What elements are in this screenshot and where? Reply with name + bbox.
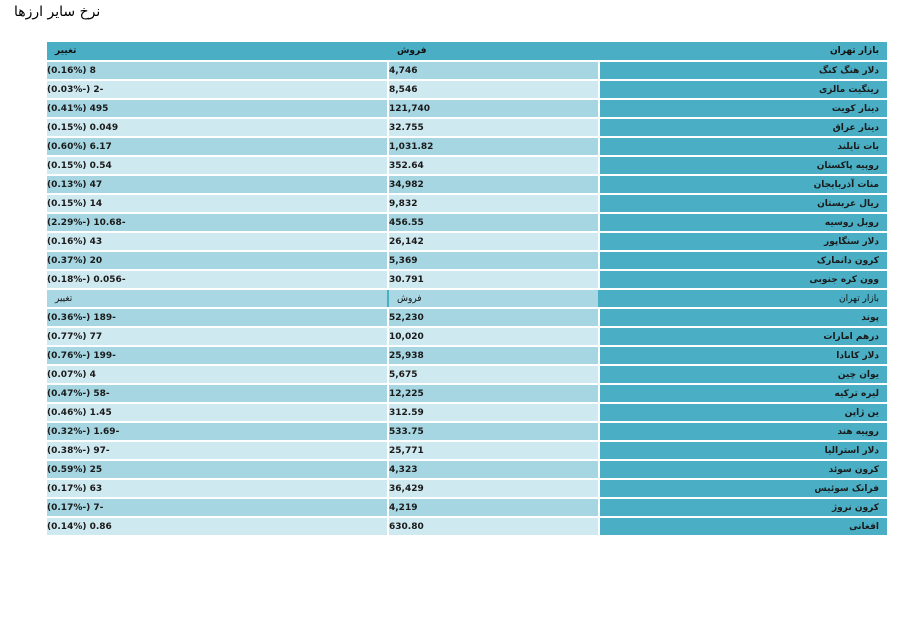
sell-price-value: 312.59 — [389, 407, 424, 418]
sell-price — [389, 480, 598, 497]
price-change-value: 25 (0.59%) — [47, 464, 103, 475]
price-change — [47, 119, 387, 136]
sell-price-value: 4,219 — [389, 502, 418, 513]
table-row — [47, 328, 887, 345]
currency-name: پوند — [600, 309, 887, 326]
sell-price-value: 25,771 — [389, 445, 424, 456]
currency-name: فرانک سوئیس — [600, 480, 887, 497]
currency-name: دلار کانادا — [600, 347, 887, 364]
currency-name: ریال عربستان — [600, 195, 887, 212]
sell-price-value: 456.55 — [389, 217, 424, 228]
sell-price — [389, 233, 598, 250]
currency-name: وون کره جنوبی — [600, 271, 887, 288]
table-row — [47, 442, 887, 459]
sell-price-value: 630.80 — [389, 521, 424, 532]
price-change-value: 0.86 (0.14%) — [47, 521, 112, 532]
sell-price-value: 26,142 — [389, 236, 424, 247]
table-row — [47, 366, 887, 383]
table-row — [47, 423, 887, 440]
currency-name: دینار کویت — [600, 100, 887, 117]
sell-price — [389, 442, 598, 459]
table-row — [47, 271, 887, 288]
sell-price — [389, 214, 598, 231]
sell-price-value: 52,230 — [389, 312, 424, 323]
sell-price — [389, 62, 598, 79]
sell-price — [389, 176, 598, 193]
price-change-value: -10.68 (-2.29%) — [47, 217, 126, 228]
price-change — [47, 252, 387, 269]
price-change — [47, 138, 387, 155]
table-row — [47, 480, 887, 497]
table-row — [47, 461, 887, 478]
price-change — [47, 347, 387, 364]
sell-price — [389, 385, 598, 402]
sell-price — [389, 309, 598, 326]
sell-price-value: 10,020 — [389, 331, 424, 342]
price-change — [47, 480, 387, 497]
currency-name: کرون سوئد — [600, 461, 887, 478]
sell-price-value: 34,982 — [389, 179, 424, 190]
currency-name: رینگیت مالزی — [600, 81, 887, 98]
table-row — [47, 214, 887, 231]
sell-price — [389, 461, 598, 478]
price-change — [47, 423, 387, 440]
sell-price-value: 1,031.82 — [389, 141, 434, 152]
sell-price — [389, 499, 598, 516]
price-change — [47, 214, 387, 231]
table-row — [47, 309, 887, 326]
price-change — [47, 366, 387, 383]
table-row — [47, 81, 887, 98]
sell-price — [389, 138, 598, 155]
subheader-change: تغییر — [47, 290, 387, 307]
sell-price — [389, 423, 598, 440]
currency-name: دینار عراق — [600, 119, 887, 136]
currency-name: روپیه پاکستان — [600, 157, 887, 174]
table-row — [47, 138, 887, 155]
table-row — [47, 100, 887, 117]
price-change-value: 14 (0.15%) — [47, 198, 103, 209]
sell-price-value: 4,746 — [389, 65, 418, 76]
table-row — [47, 385, 887, 402]
sell-price-value: 32.755 — [389, 122, 424, 133]
table-header-row — [47, 42, 887, 60]
sell-price-value: 9,832 — [389, 198, 418, 209]
price-change-value: 8 (0.16%) — [47, 65, 96, 76]
currency-name: لیره ترکیه — [600, 385, 887, 402]
currency-name: بات تایلند — [600, 138, 887, 155]
price-change-value: 0.54 (0.15%) — [47, 160, 112, 171]
price-change — [47, 518, 387, 535]
sell-price — [389, 518, 598, 535]
currency-name: ین ژاپن — [600, 404, 887, 421]
currency-name: دلار استرالیا — [600, 442, 887, 459]
sell-price — [389, 404, 598, 421]
price-change — [47, 81, 387, 98]
price-change — [47, 157, 387, 174]
sell-price — [389, 100, 598, 117]
sell-price-value: 5,675 — [389, 369, 418, 380]
subheader-sell: فروش — [389, 290, 598, 307]
sell-price-value: 5,369 — [389, 255, 418, 266]
table-row — [47, 347, 887, 364]
price-change-value: 0.049 (0.15%) — [47, 122, 119, 133]
sell-price — [389, 195, 598, 212]
currency-name: درهم امارات — [600, 328, 887, 345]
table-row — [47, 499, 887, 516]
price-change-value: -2 (-0.03%) — [47, 84, 104, 95]
sell-price — [389, 347, 598, 364]
sell-price-value: 121,740 — [389, 103, 430, 114]
price-change-value: 77 (0.77%) — [47, 331, 103, 342]
price-change — [47, 100, 387, 117]
sell-price-value: 8,546 — [389, 84, 418, 95]
price-change — [47, 195, 387, 212]
currency-name: روپیه هند — [600, 423, 887, 440]
sell-price-value: 4,323 — [389, 464, 418, 475]
sell-price — [389, 366, 598, 383]
sell-price — [389, 252, 598, 269]
table-row — [47, 252, 887, 269]
price-change-value: 20 (0.37%) — [47, 255, 103, 266]
currency-name: یوان چین — [600, 366, 887, 383]
price-change — [47, 271, 387, 288]
price-change-value: 43 (0.16%) — [47, 236, 103, 247]
price-change-value: 6.17 (0.60%) — [47, 141, 112, 152]
price-change-value: -7 (-0.17%) — [47, 502, 104, 513]
price-change — [47, 233, 387, 250]
price-change — [47, 309, 387, 326]
price-change — [47, 499, 387, 516]
table-row — [47, 518, 887, 535]
price-change — [47, 442, 387, 459]
price-change-value: -0.056 (-0.18%) — [47, 274, 126, 285]
sell-price-value: 36,429 — [389, 483, 424, 494]
header-change: تغییر — [47, 42, 387, 60]
table-row — [47, 404, 887, 421]
table-row — [47, 195, 887, 212]
currency-name: دلار سنگاپور — [600, 233, 887, 250]
sell-price-value: 352.64 — [389, 160, 424, 171]
rates-table — [47, 40, 887, 537]
price-change-value: -189 (-0.36%) — [47, 312, 116, 323]
currency-name: منات آذربایجان — [600, 176, 887, 193]
price-change-value: -97 (-0.38%) — [47, 445, 110, 456]
page-title: نرخ سایر ارزها — [14, 4, 101, 20]
sell-price-value: 25,938 — [389, 350, 424, 361]
currency-name: کرون دانمارک — [600, 252, 887, 269]
currency-name: روبل روسیه — [600, 214, 887, 231]
sell-price-value: 12,225 — [389, 388, 424, 399]
sell-price-value: 533.75 — [389, 426, 424, 437]
sell-price — [389, 157, 598, 174]
price-change — [47, 461, 387, 478]
table-row — [47, 119, 887, 136]
price-change — [47, 62, 387, 79]
sell-price — [389, 81, 598, 98]
price-change-value: 1.45 (0.46%) — [47, 407, 112, 418]
price-change-value: -1.69 (-0.32%) — [47, 426, 120, 437]
table-row — [47, 62, 887, 79]
currency-name: دلار هنگ کنگ — [600, 62, 887, 79]
sell-price — [389, 119, 598, 136]
table-row — [47, 176, 887, 193]
currency-name: کرون نروژ — [600, 499, 887, 516]
sell-price-value: 30.791 — [389, 274, 424, 285]
price-change — [47, 404, 387, 421]
sell-price — [389, 271, 598, 288]
price-change-value: 47 (0.13%) — [47, 179, 103, 190]
header-sell: فروش — [389, 42, 598, 60]
price-change — [47, 328, 387, 345]
table-row — [47, 157, 887, 174]
price-change-value: 63 (0.17%) — [47, 483, 103, 494]
price-change-value: 4 (0.07%) — [47, 369, 96, 380]
price-change — [47, 176, 387, 193]
price-change-value: -58 (-0.47%) — [47, 388, 110, 399]
table-row — [47, 233, 887, 250]
table-subheader-row — [47, 290, 887, 307]
price-change-value: 495 (0.41%) — [47, 103, 109, 114]
subheader-market: بازار تهران — [600, 290, 887, 307]
currency-name: افغانی — [600, 518, 887, 535]
sell-price — [389, 328, 598, 345]
price-change — [47, 385, 387, 402]
header-market: بازار تهران — [600, 42, 887, 60]
price-change-value: -199 (-0.76%) — [47, 350, 116, 361]
